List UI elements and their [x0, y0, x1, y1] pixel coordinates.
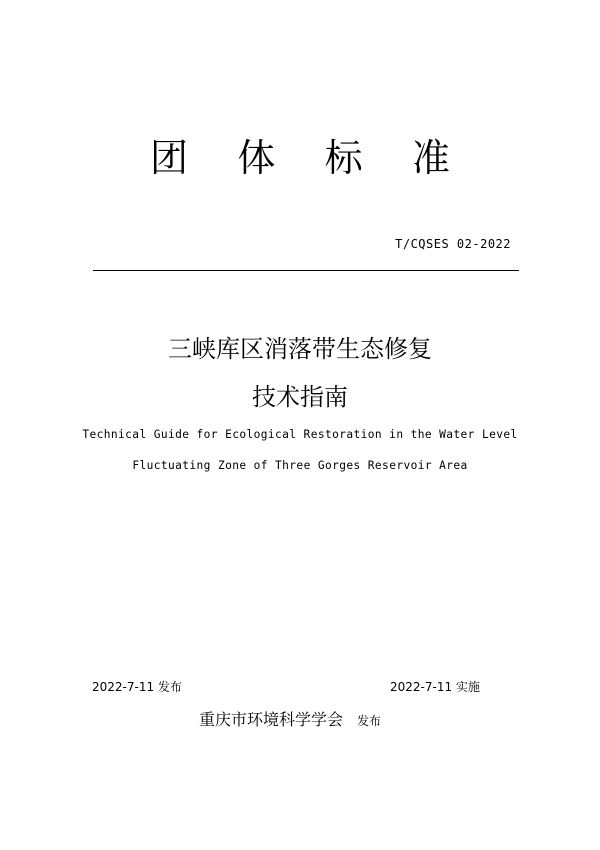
english-title-line-2: Fluctuating Zone of Three Gorges Reservoir Area [132, 459, 468, 472]
publisher-line [199, 709, 381, 732]
standard-type-char: 体 [237, 136, 276, 180]
standard-type-heading [150, 132, 450, 184]
header-divider [93, 270, 519, 271]
standard-type-char: 标 [324, 136, 363, 180]
publisher-suffix: 发布 [357, 714, 382, 728]
publisher-name: 重庆市环境科学学会 [199, 710, 344, 729]
standard-number: T/CQSES 02-2022 [395, 237, 511, 251]
standard-type-char: 准 [411, 136, 450, 180]
english-title-line-1: Technical Guide for Ecological Restoration in the Water Level [82, 428, 518, 441]
chinese-title-line-2: 技术指南 [252, 383, 348, 411]
chinese-title-line-1: 三峡库区消落带生态修复 [168, 335, 432, 363]
standard-type-char: 团 [150, 136, 189, 180]
issue-date: 2022-7-11 发布 [92, 680, 182, 694]
implementation-date: 2022-7-11 实施 [390, 680, 480, 694]
